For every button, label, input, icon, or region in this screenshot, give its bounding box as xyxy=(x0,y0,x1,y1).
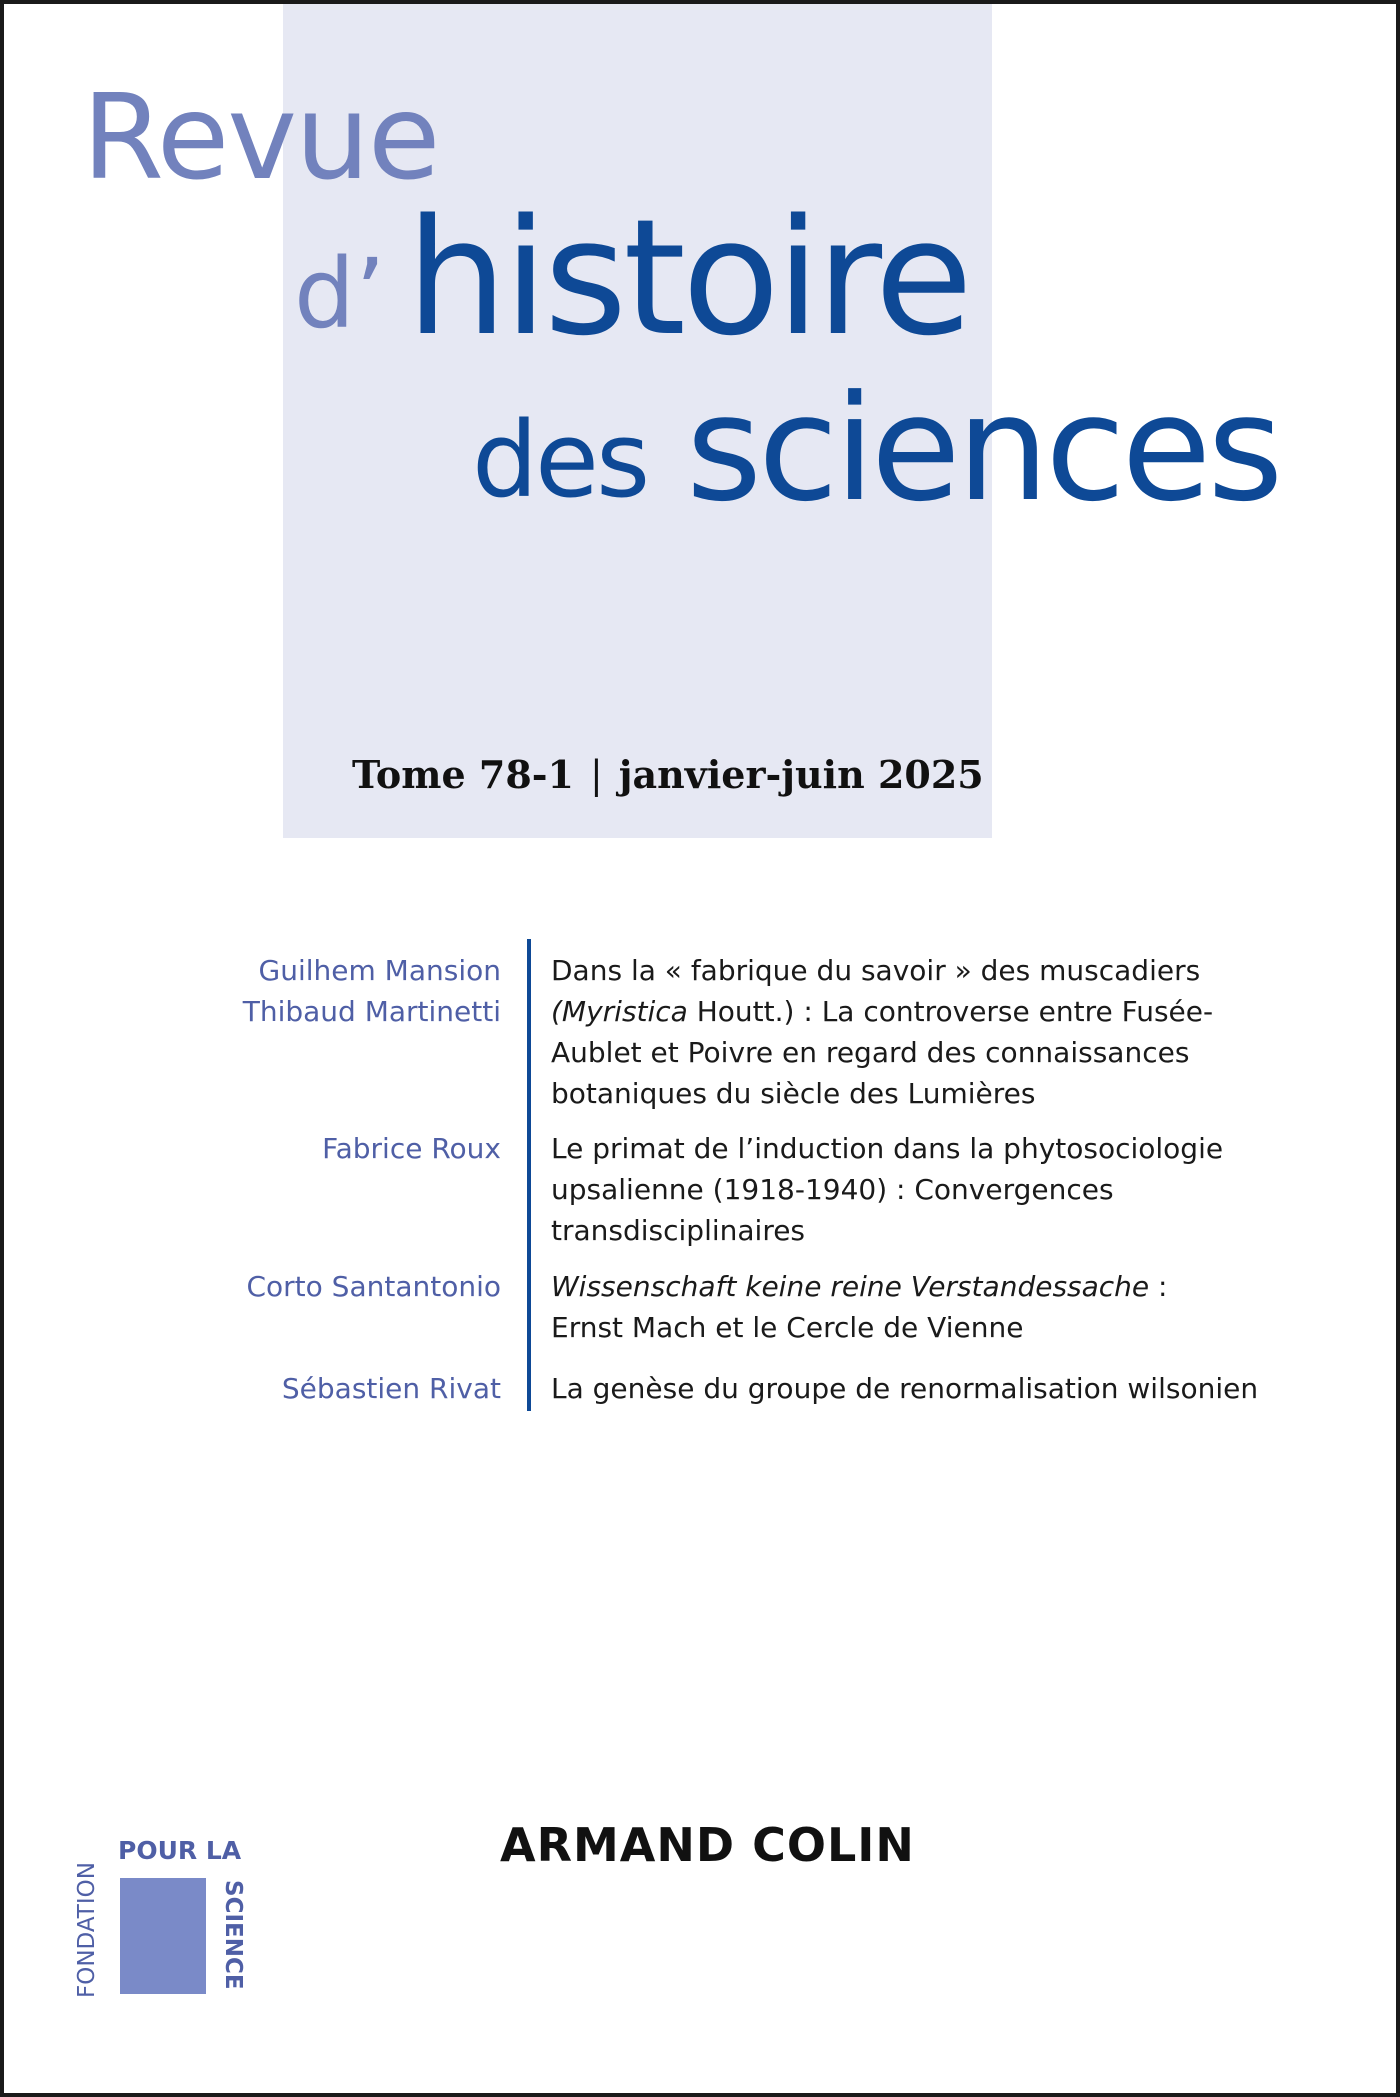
toc-title-line: Le primat de l’induction dans la phytosociologie xyxy=(551,1132,1224,1165)
toc-title-line: botaniques du siècle des Lumières xyxy=(551,1077,1036,1110)
toc-title-line xyxy=(551,991,1311,1032)
toc-title-rest: : xyxy=(1149,1270,1168,1303)
toc-author: Sébastien Rivat xyxy=(281,1372,501,1405)
journal-title-revue: Revue xyxy=(82,68,439,206)
foundation-logo xyxy=(76,1838,256,2008)
toc-title-1 xyxy=(551,950,1311,1114)
toc-title-line: Dans la « fabrique du savoir » des muscadiers xyxy=(551,954,1201,987)
toc-title-3 xyxy=(551,1266,1311,1348)
toc-authors-4 xyxy=(171,1368,501,1409)
toc-author: Thibaud Martinetti xyxy=(242,995,501,1028)
logo-text-fondation: FONDATION xyxy=(74,1862,100,1998)
logo-text-science: SCIENCE xyxy=(220,1880,246,1990)
logo-square-icon xyxy=(120,1878,206,1994)
toc-authors-3 xyxy=(171,1266,501,1307)
journal-title-apostrophe: d’ xyxy=(294,238,386,350)
toc-authors-2 xyxy=(171,1128,501,1169)
toc-title-line: Aublet et Poivre en regard des connaissances xyxy=(551,1036,1190,1069)
issue-separator: | xyxy=(589,753,603,797)
journal-title-des: des xyxy=(472,399,648,521)
issue-period: janvier-juin 2025 xyxy=(618,752,984,797)
toc-author: Corto Santantonio xyxy=(246,1270,501,1303)
publisher-logo: ARMAND COLIN xyxy=(500,1818,915,1872)
toc-title-line: Ernst Mach et le Cercle de Vienne xyxy=(551,1311,1024,1344)
journal-title-sciences: sciences xyxy=(686,364,1280,534)
toc-divider xyxy=(527,939,531,1411)
toc-authors-1 xyxy=(171,950,501,1032)
issue-info xyxy=(352,752,984,797)
toc-author: Fabrice Roux xyxy=(322,1132,501,1165)
journal-title-histoire: histoire xyxy=(406,184,969,371)
toc-title-line: transdisciplinaires xyxy=(551,1214,806,1247)
toc-title-4 xyxy=(551,1368,1311,1409)
toc-title-line: La genèse du groupe de renormalisation wilsonien xyxy=(551,1372,1259,1405)
toc-title-italic: Wissenschaft keine reine Verstandessache xyxy=(551,1270,1150,1303)
toc-title-line xyxy=(551,1266,1311,1307)
toc-author: Guilhem Mansion xyxy=(258,954,501,987)
logo-text-pour-la: POUR LA xyxy=(118,1836,242,1865)
issue-volume: Tome 78-1 xyxy=(352,752,574,797)
toc-title-rest: Houtt.) : La controverse entre Fusée- xyxy=(687,995,1214,1028)
toc-title-italic: (Myristica xyxy=(551,995,688,1028)
toc-title-line: upsalienne (1918-1940) : Convergences xyxy=(551,1173,1114,1206)
toc-title-2 xyxy=(551,1128,1311,1251)
